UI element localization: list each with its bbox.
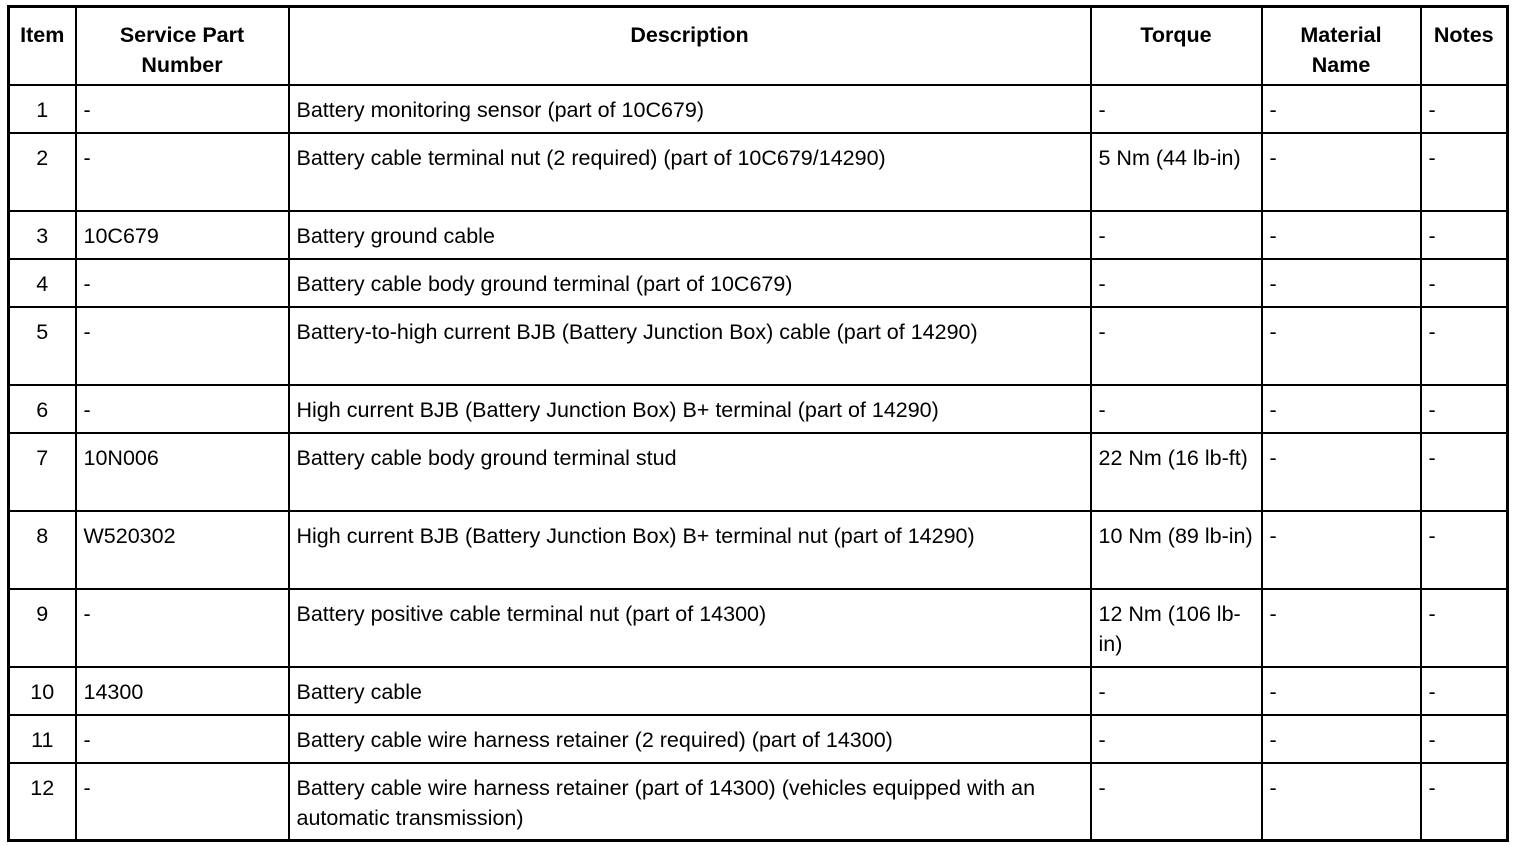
cell-torque: 22 Nm (16 lb-ft)	[1091, 433, 1262, 511]
table-row	[9, 589, 1508, 667]
cell-part: -	[76, 589, 289, 667]
cell-part: W520302	[76, 511, 289, 589]
cell-item: 6	[9, 385, 76, 433]
cell-item: 10	[9, 667, 76, 715]
cell-notes: -	[1421, 211, 1508, 259]
cell-part: -	[76, 763, 289, 841]
cell-item: 4	[9, 259, 76, 307]
cell-material: -	[1262, 259, 1421, 307]
cell-torque: -	[1091, 307, 1262, 385]
cell-description: Battery monitoring sensor (part of 10C679)	[289, 85, 1091, 133]
cell-part: -	[76, 133, 289, 211]
table-row	[9, 763, 1508, 841]
cell-description: Battery cable wire harness retainer (part of 14300) (vehicles equipped with an automatic transmission)	[289, 763, 1091, 841]
cell-description: Battery-to-high current BJB (Battery Junction Box) cable (part of 14290)	[289, 307, 1091, 385]
cell-notes: -	[1421, 385, 1508, 433]
cell-description: Battery cable body ground terminal (part of 10C679)	[289, 259, 1091, 307]
cell-notes: -	[1421, 511, 1508, 589]
table-row	[9, 85, 1508, 133]
table-row	[9, 511, 1508, 589]
table-row	[9, 133, 1508, 211]
cell-item: 3	[9, 211, 76, 259]
parts-table	[7, 5, 1509, 842]
cell-part: -	[76, 259, 289, 307]
cell-material: -	[1262, 211, 1421, 259]
cell-notes: -	[1421, 307, 1508, 385]
cell-material: -	[1262, 133, 1421, 211]
cell-item: 1	[9, 85, 76, 133]
cell-part: 10N006	[76, 433, 289, 511]
cell-item: 12	[9, 763, 76, 841]
cell-material: -	[1262, 511, 1421, 589]
header-description: Description	[289, 7, 1091, 85]
table-row	[9, 667, 1508, 715]
cell-material: -	[1262, 763, 1421, 841]
header-item: Item	[9, 7, 76, 85]
cell-torque: -	[1091, 259, 1262, 307]
cell-notes: -	[1421, 133, 1508, 211]
cell-material: -	[1262, 385, 1421, 433]
table-row	[9, 433, 1508, 511]
cell-description: Battery ground cable	[289, 211, 1091, 259]
table-row	[9, 715, 1508, 763]
cell-notes: -	[1421, 667, 1508, 715]
header-material: Material Name	[1262, 7, 1421, 85]
cell-part: -	[76, 385, 289, 433]
header-torque: Torque	[1091, 7, 1262, 85]
cell-part: -	[76, 307, 289, 385]
cell-part: 14300	[76, 667, 289, 715]
cell-notes: -	[1421, 763, 1508, 841]
cell-notes: -	[1421, 433, 1508, 511]
cell-material: -	[1262, 715, 1421, 763]
cell-description: Battery cable body ground terminal stud	[289, 433, 1091, 511]
cell-description: Battery cable	[289, 667, 1091, 715]
cell-item: 2	[9, 133, 76, 211]
cell-part: 10C679	[76, 211, 289, 259]
cell-item: 8	[9, 511, 76, 589]
cell-item: 11	[9, 715, 76, 763]
cell-item: 5	[9, 307, 76, 385]
cell-description: Battery cable terminal nut (2 required) (part of 10C679/14290)	[289, 133, 1091, 211]
cell-torque: -	[1091, 667, 1262, 715]
cell-torque: 5 Nm (44 lb-in)	[1091, 133, 1262, 211]
cell-material: -	[1262, 433, 1421, 511]
table-row	[9, 385, 1508, 433]
cell-description: High current BJB (Battery Junction Box) B+ terminal nut (part of 14290)	[289, 511, 1091, 589]
cell-notes: -	[1421, 715, 1508, 763]
cell-torque: -	[1091, 85, 1262, 133]
cell-material: -	[1262, 85, 1421, 133]
cell-item: 7	[9, 433, 76, 511]
cell-material: -	[1262, 307, 1421, 385]
cell-description: Battery cable wire harness retainer (2 required) (part of 14300)	[289, 715, 1091, 763]
table-row	[9, 259, 1508, 307]
cell-item: 9	[9, 589, 76, 667]
cell-torque: -	[1091, 385, 1262, 433]
cell-torque: 10 Nm (89 lb-in)	[1091, 511, 1262, 589]
cell-torque: -	[1091, 763, 1262, 841]
cell-notes: -	[1421, 589, 1508, 667]
cell-part: -	[76, 85, 289, 133]
cell-torque: -	[1091, 211, 1262, 259]
cell-material: -	[1262, 667, 1421, 715]
cell-torque: -	[1091, 715, 1262, 763]
cell-torque: 12 Nm (106 lb-in)	[1091, 589, 1262, 667]
cell-part: -	[76, 715, 289, 763]
header-part-number: Service Part Number	[76, 7, 289, 85]
table-row	[9, 211, 1508, 259]
cell-notes: -	[1421, 85, 1508, 133]
cell-description: High current BJB (Battery Junction Box) B+ terminal (part of 14290)	[289, 385, 1091, 433]
header-notes: Notes	[1421, 7, 1508, 85]
header-row	[9, 7, 1508, 85]
cell-notes: -	[1421, 259, 1508, 307]
table-row	[9, 307, 1508, 385]
cell-description: Battery positive cable terminal nut (part of 14300)	[289, 589, 1091, 667]
cell-material: -	[1262, 589, 1421, 667]
